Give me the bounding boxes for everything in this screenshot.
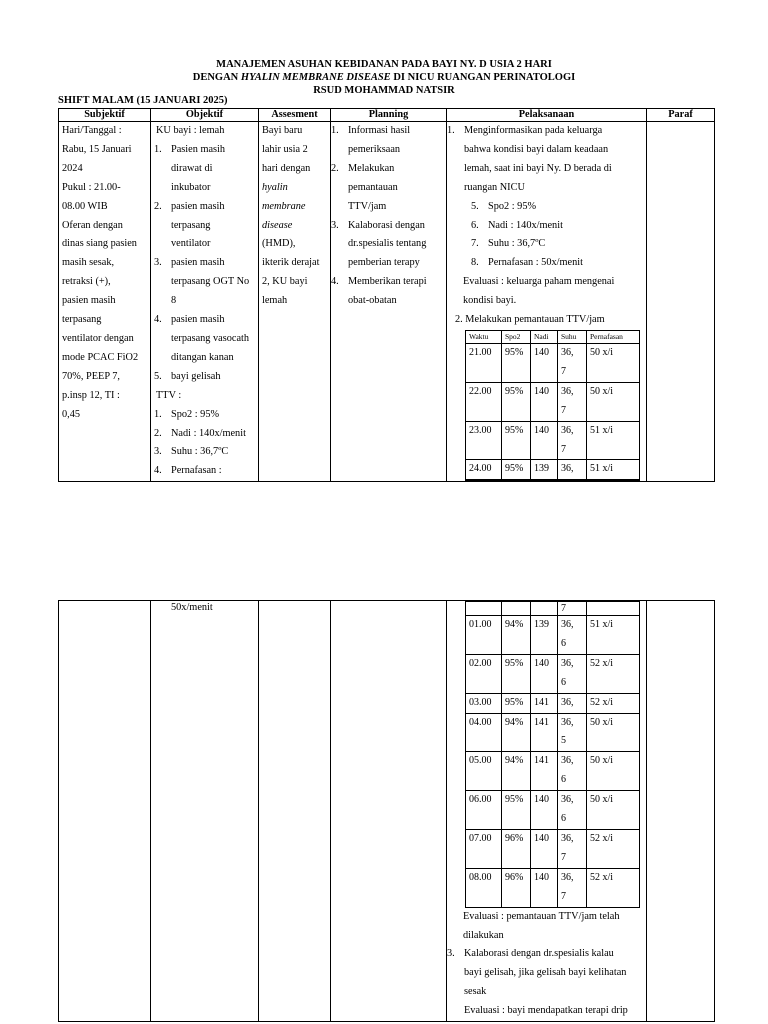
title-line2-italic: HYALIN MEMBRANE DISEASE — [240, 72, 391, 83]
header-row — [59, 109, 715, 122]
subjektif-line: 2024 — [62, 162, 83, 174]
ttv-cell: 52 x/i — [587, 868, 640, 907]
ttv-text: Pernafasan : — [171, 465, 222, 477]
ttv-cell: 50 x/i — [587, 791, 640, 830]
ttv-cell: 94% — [502, 616, 531, 655]
col-objektif: Objektif — [151, 109, 259, 122]
item-number: 1. — [154, 408, 162, 420]
subjektif-line: Oferan dengan — [62, 219, 123, 231]
planning-item — [331, 160, 443, 217]
ttv-cell: 95% — [502, 693, 531, 713]
item-line: bahwa kondisi bayi dalam keadaan — [464, 143, 609, 155]
item-number: 3. — [447, 948, 455, 960]
document-title-line-3: RSUD MOHAMMAD NATSIR — [313, 85, 455, 96]
item-line: Melakukan — [348, 162, 395, 174]
item-number: 2. — [154, 427, 162, 439]
ttv-cell: 140 — [531, 868, 558, 907]
ttv-cell — [558, 382, 587, 421]
ttv-cell: 01.00 — [466, 616, 502, 655]
ttv-cell: 94% — [502, 752, 531, 791]
assesment-line: lemah — [262, 295, 288, 307]
suhu-part: 36, — [561, 657, 574, 669]
table-row — [466, 829, 640, 868]
item-line: pemantauan — [348, 181, 398, 193]
ttv-cell: 52 x/i — [587, 654, 640, 693]
ttv-cell — [558, 713, 587, 752]
assesment-line: 2, KU bayi — [262, 276, 308, 288]
table-row — [466, 868, 640, 907]
ttv-cell: 06.00 — [466, 791, 502, 830]
ttv-cell: 95% — [502, 421, 531, 460]
ttv-cell — [531, 602, 558, 616]
suhu-part: 7 — [561, 404, 566, 416]
subjektif-line: pasien masih — [62, 295, 116, 307]
item-line: Kalaborasi dengan dr.spesialis kalau — [464, 948, 614, 960]
item-line: lemah, saat ini bayi Ny. D berada di — [464, 162, 612, 174]
item-line: obat-obatan — [348, 295, 397, 307]
assesment-line: (HMD), — [262, 238, 296, 250]
col-assesment: Assesment — [259, 109, 331, 122]
suhu-part: 36, — [561, 871, 574, 883]
table-row — [466, 791, 640, 830]
ttv-header-suhu: Suhu — [558, 330, 587, 343]
ttv-cell: 95% — [502, 343, 531, 382]
suhu-part: 7 — [561, 365, 566, 377]
subjektif-line: ventilator dengan — [62, 332, 134, 344]
content-row — [59, 122, 715, 482]
objektif-continued-text: 50x/menit — [171, 602, 213, 613]
pelaksanaan-item-2: 2. Melakukan pemantauan TTV/jam — [455, 314, 605, 326]
ttv-cell: 96% — [502, 829, 531, 868]
vital-text: Pernafasan : 50x/menit — [488, 257, 583, 269]
ttv-cell: 140 — [531, 421, 558, 460]
document-title-line-2 — [0, 71, 768, 84]
ttv-item — [154, 443, 255, 462]
ttv-item — [154, 406, 255, 425]
vital-item — [447, 198, 643, 217]
ttv-cell: 02.00 — [466, 654, 502, 693]
item-line: TTV/jam — [348, 200, 387, 212]
table-row — [466, 654, 640, 693]
suhu-part: 36, — [561, 832, 574, 844]
item-line: ventilator — [171, 238, 211, 250]
subjektif-line: 0,45 — [62, 408, 81, 420]
ttv-cell: 140 — [531, 654, 558, 693]
objektif-item — [154, 254, 255, 311]
objektif-item — [154, 368, 255, 387]
ttv-cell: 7 — [558, 602, 587, 616]
ttv-cell: 51 x/i — [587, 616, 640, 655]
ttv-cell: 96% — [502, 868, 531, 907]
item-line: pasien masih — [171, 314, 225, 326]
item-line: pemeriksaan — [348, 143, 401, 155]
objektif-item — [154, 198, 255, 255]
ttv-cell: 95% — [502, 460, 531, 480]
ttv-header-nadi: Nadi — [531, 330, 558, 343]
ttv-cell — [558, 616, 587, 655]
item-number: 8. — [471, 257, 479, 269]
ttv-table-page-2 — [465, 601, 640, 908]
ttv-cell: 140 — [531, 343, 558, 382]
assesment-cell — [259, 122, 331, 482]
item-line: inkubator — [171, 181, 211, 193]
item-number: 1. — [331, 125, 339, 136]
vital-item — [447, 235, 643, 254]
assesment-line: membrane — [262, 200, 306, 212]
ttv-cell — [558, 421, 587, 460]
item-line: ruangan NICU — [464, 181, 525, 193]
paraf-cell — [647, 122, 715, 482]
ttv-cell — [558, 829, 587, 868]
ttv-cell — [587, 602, 640, 616]
assesment-line: hyalin — [262, 181, 288, 193]
table-row — [466, 752, 640, 791]
item-line: bayi gelisah, jika gelisah bayi kelihatan — [464, 967, 627, 979]
ttv-text: Suhu : 36,7ºC — [171, 446, 229, 458]
ttv-cell: 141 — [531, 713, 558, 752]
planning-item — [331, 217, 443, 274]
ttv-cell: 141 — [531, 693, 558, 713]
table-row — [466, 421, 640, 460]
subjektif-line: dinas siang pasien — [62, 238, 137, 250]
assesment-line: hari dengan — [262, 162, 311, 174]
ttv-item — [154, 425, 255, 444]
title-line2-pre: DENGAN — [192, 72, 241, 83]
assesment-line: ikterik derajat — [262, 257, 320, 269]
suhu-part: 36, — [561, 346, 574, 358]
ttv-cell: 21.00 — [466, 343, 502, 382]
ttv-item — [154, 462, 255, 481]
ttv-cell: 139 — [531, 616, 558, 655]
subjektif-line: retraksi (+), — [62, 276, 111, 288]
subjektif-line: Pukul : 21.00- — [62, 181, 121, 193]
soap-table-page-1 — [58, 108, 715, 482]
soap-table-page-2 — [58, 600, 715, 1022]
item-line: Informasi hasil — [348, 125, 411, 136]
item-line: Menginformasikan pada keluarga — [464, 125, 603, 136]
ttv-cell: 22.00 — [466, 382, 502, 421]
vital-item — [447, 217, 643, 236]
ttv-text: Spo2 : 95% — [171, 408, 220, 420]
item-number: 1. — [154, 143, 162, 155]
item-number: 3. — [154, 446, 162, 458]
suhu-part: 5 — [561, 735, 566, 747]
vital-text: Suhu : 36,7ºC — [488, 238, 546, 250]
objektif-item — [154, 141, 255, 198]
ttv-cell: 94% — [502, 713, 531, 752]
ttv-cell — [558, 791, 587, 830]
paraf-cell-continued — [647, 601, 715, 1022]
ttv-cell — [558, 752, 587, 791]
ttv-cell: 50 x/i — [587, 382, 640, 421]
ttv-cell: 52 x/i — [587, 693, 640, 713]
suhu-part: 36, — [561, 424, 574, 436]
item-number: 3. — [154, 257, 162, 269]
item-line: terpasang vasocath — [171, 332, 250, 344]
ttv-header-spo2: Spo2 — [502, 330, 531, 343]
objektif-cell — [151, 122, 259, 482]
objektif-item — [154, 311, 255, 368]
item-line: pasien masih — [171, 200, 225, 212]
pelaksanaan-item-1 — [447, 122, 643, 198]
item-number: 3. — [331, 219, 339, 231]
table-row — [466, 382, 640, 421]
subjektif-line: mode PCAC FiO2 — [62, 351, 139, 363]
item-line: pemberian terapy — [348, 257, 420, 269]
pelaksanaan-cell — [447, 122, 647, 482]
suhu-part: 36, — [561, 794, 574, 806]
ttv-header-row — [466, 330, 640, 343]
ttv-cell: 04.00 — [466, 713, 502, 752]
evaluation-line: kondisi bayi. — [463, 295, 517, 307]
ttv-cell: 50 x/i — [587, 752, 640, 791]
item-number: 5. — [471, 200, 479, 212]
item-line: terpasang — [171, 219, 211, 231]
col-paraf: Paraf — [647, 109, 715, 122]
item-number: 4. — [331, 276, 339, 288]
vital-text: Spo2 : 95% — [488, 200, 537, 212]
suhu-part: 36, — [561, 385, 574, 397]
content-row-continued — [59, 601, 715, 1022]
ttv-cell: 95% — [502, 791, 531, 830]
table-row — [466, 343, 640, 382]
ttv-cell — [466, 602, 502, 616]
pelaksanaan-item-3 — [447, 945, 643, 1021]
subjektif-line: masih sesak, — [62, 257, 115, 269]
col-subjektif: Subjektif — [59, 109, 151, 122]
suhu-part: 7 — [561, 851, 566, 863]
ttv-cell — [558, 868, 587, 907]
item-line: pasien masih — [171, 257, 225, 269]
item-line: Pasien masih — [171, 143, 226, 155]
ttv-cell: 08.00 — [466, 868, 502, 907]
assesment-line: Bayi baru — [262, 125, 303, 136]
ttv-cell: 140 — [531, 791, 558, 830]
ttv-cell: 05.00 — [466, 752, 502, 791]
subjektif-line: p.insp 12, TI : — [62, 389, 120, 401]
item-number: 4. — [154, 314, 162, 326]
planning-cell — [331, 122, 447, 482]
subjektif-cell — [59, 122, 151, 482]
suhu-part: 36, — [561, 755, 574, 767]
item-number: 7. — [471, 238, 479, 250]
item-line: ditangan kanan — [171, 351, 234, 363]
objektif-cell-continued — [151, 601, 259, 1022]
suhu-part: 7 — [561, 443, 566, 455]
item-number: 4. — [154, 465, 162, 477]
subjektif-line: Rabu, 15 Januari — [62, 143, 132, 155]
ttv-cell: 51 x/i — [587, 460, 640, 480]
subjektif-line: terpasang — [62, 314, 102, 326]
item-number: 6. — [471, 219, 479, 231]
suhu-part: 6 — [561, 637, 566, 649]
subjektif-cell-continued — [59, 601, 151, 1022]
item-line: sesak — [464, 986, 487, 998]
col-pelaksanaan: Pelaksanaan — [447, 109, 647, 122]
ttv-cell: 95% — [502, 654, 531, 693]
evaluation-line: Evaluasi : bayi mendapatkan terapi drip — [464, 1005, 628, 1017]
table-row — [466, 602, 640, 616]
suhu-part: 7 — [561, 890, 566, 902]
planning-item — [331, 273, 443, 311]
ttv-cell: 140 — [531, 829, 558, 868]
assesment-line: disease — [262, 219, 293, 231]
subjektif-line: 70%, PEEP 7, — [62, 370, 120, 382]
ttv-cell: 03.00 — [466, 693, 502, 713]
col-planning: Planning — [331, 109, 447, 122]
item-line: 8 — [171, 295, 177, 307]
vital-item — [447, 254, 643, 273]
item-number: 5. — [154, 370, 162, 382]
title-line2-post: DI NICU RUANGAN PERINATOLOGI — [390, 72, 576, 83]
ttv-cell: 95% — [502, 382, 531, 421]
ttv-cell: 141 — [531, 752, 558, 791]
evaluation-line: Evaluasi : pemantauan TTV/jam telah — [463, 910, 620, 922]
ttv-cell: 50 x/i — [587, 713, 640, 752]
item-line: dirawat di — [171, 162, 213, 174]
document-title-line-1: MANAJEMEN ASUHAN KEBIDANAN PADA BAYI NY. D USIA 2 HARI — [216, 59, 552, 70]
suhu-part: 6 — [561, 774, 566, 786]
subjektif-line: 08.00 WIB — [62, 200, 108, 212]
ttv-cell: 139 — [531, 460, 558, 480]
table-row — [466, 616, 640, 655]
evaluation-line: Evaluasi : keluarga paham mengenai — [463, 276, 615, 288]
table-row — [466, 713, 640, 752]
ttv-cell: 50 x/i — [587, 343, 640, 382]
item-line: Memberikan terapi — [348, 276, 427, 288]
ttv-cell: 51 x/i — [587, 421, 640, 460]
suhu-part: 6 — [561, 676, 566, 688]
item-line: Kalaborasi dengan — [348, 219, 425, 231]
ttv-header-waktu: Waktu — [466, 330, 502, 343]
ttv-cell: 52 x/i — [587, 829, 640, 868]
item-line: bayi gelisah — [171, 370, 221, 382]
ttv-header-pernafasan: Pernafasan — [587, 330, 640, 343]
item-line: terpasang OGT No — [171, 276, 250, 288]
ttv-cell — [558, 343, 587, 382]
ttv-cell: 23.00 — [466, 421, 502, 460]
suhu-part: 6 — [561, 813, 566, 825]
assesment-line: lahir usia 2 — [262, 143, 308, 155]
planning-cell-continued — [331, 601, 447, 1022]
ttv-cell: 24.00 — [466, 460, 502, 480]
item-line: dr.spesialis tentang — [348, 238, 427, 250]
subjektif-line: Hari/Tanggal : — [62, 125, 122, 136]
vital-text: Nadi : 140x/menit — [488, 219, 563, 231]
assesment-cell-continued — [259, 601, 331, 1022]
suhu-part: 36, — [561, 716, 574, 728]
objektif-intro: KU bayi : lemah — [156, 125, 225, 136]
ttv-table-page-1 — [465, 330, 640, 481]
planning-item — [331, 122, 443, 160]
item-number: 2. — [331, 162, 339, 174]
evaluation-line: dilakukan — [463, 929, 504, 941]
table-row — [466, 693, 640, 713]
item-number: 2. — [154, 200, 162, 212]
ttv-cell: 140 — [531, 382, 558, 421]
table-row — [466, 460, 640, 480]
ttv-label: TTV : — [156, 389, 182, 401]
shift-label: SHIFT MALAM (15 JANUARI 2025) — [58, 95, 228, 106]
suhu-part: 36, — [561, 619, 574, 630]
pelaksanaan-cell-continued — [447, 601, 647, 1022]
ttv-cell — [502, 602, 531, 616]
ttv-cell — [558, 654, 587, 693]
ttv-cell: 07.00 — [466, 829, 502, 868]
item-number: 1. — [447, 125, 455, 136]
ttv-cell: 36, — [558, 693, 587, 713]
ttv-text: Nadi : 140x/menit — [171, 427, 246, 439]
ttv-cell: 36, — [558, 460, 587, 480]
